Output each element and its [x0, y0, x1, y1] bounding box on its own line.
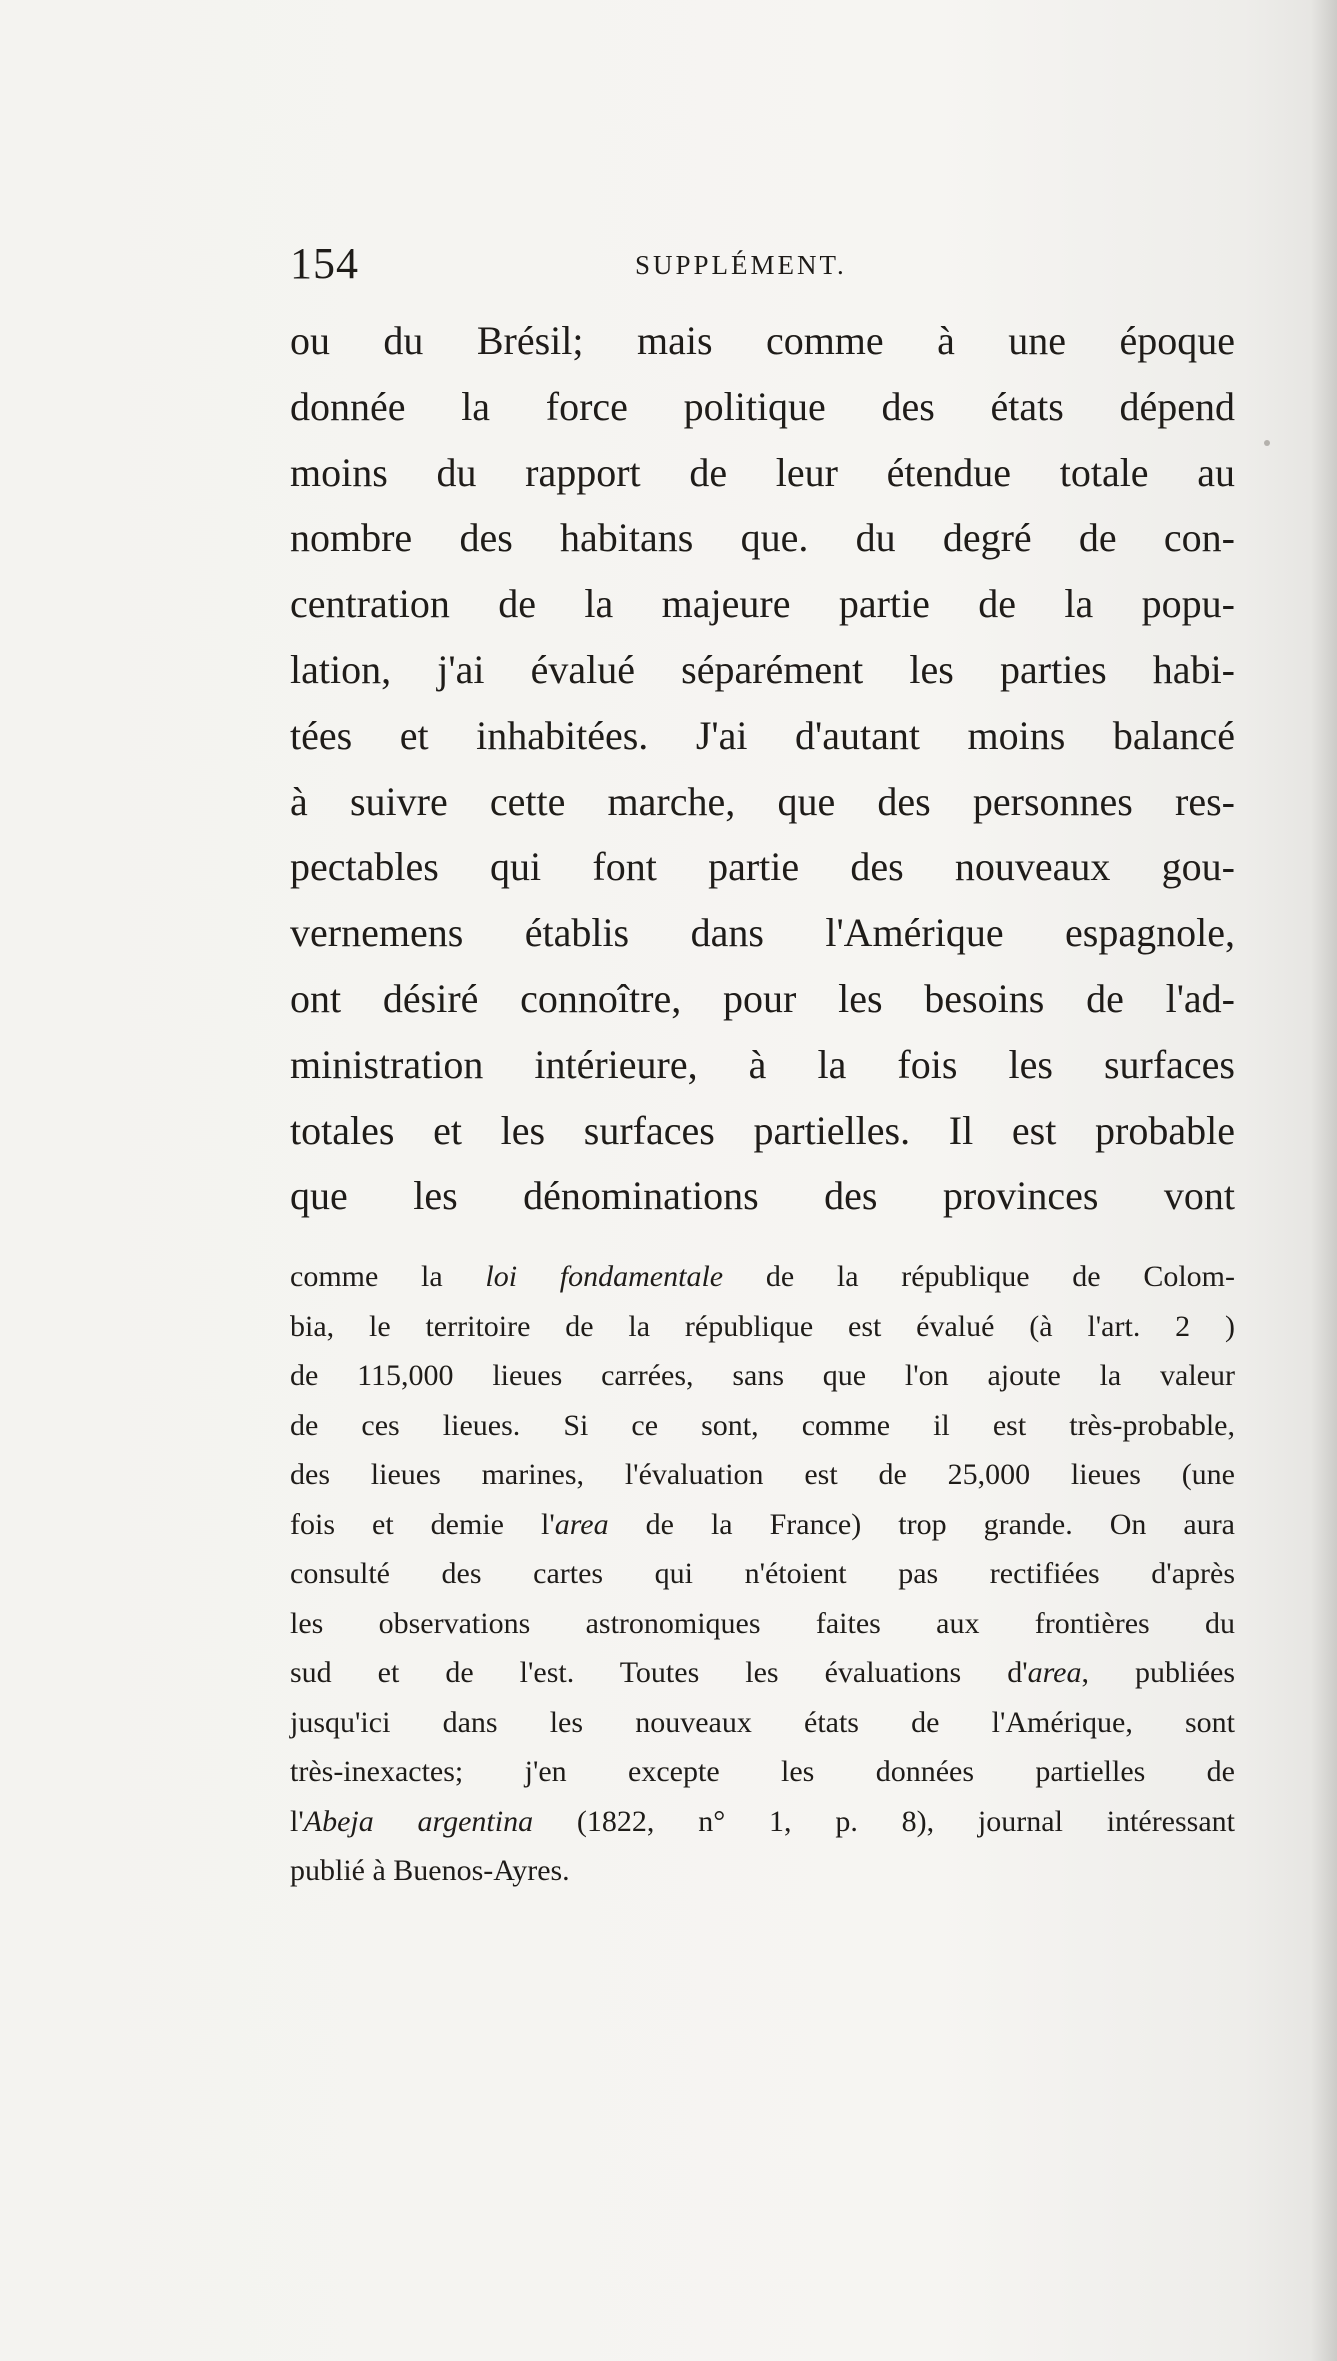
footnote-line: consulté des cartes qui n'étoient pas rectifiées d'après [290, 1557, 1235, 1590]
page-header [290, 238, 1235, 298]
footnote [290, 1252, 1235, 1896]
footnote-line [290, 1648, 1235, 1698]
footnote-line: jusqu'ici dans les nouveaux états de l'Amérique, sont [290, 1705, 1235, 1739]
text-line: donnée la force politique des états dépend [290, 383, 1235, 429]
footnote-line [290, 1500, 1235, 1550]
text-line: pectables qui font partie des nouveaux gou- [290, 844, 1235, 890]
text-line: totales et les surfaces partielles. Il est probable [290, 1107, 1235, 1153]
footnote-text: fois et demie l' [290, 1507, 555, 1541]
text-line: que les dénominations des provinces vont [290, 1173, 1235, 1219]
footnote-line: les observations astronomiques faites aux frontières du [290, 1606, 1235, 1640]
paper-speck [1264, 440, 1270, 446]
text-line: ou du Brésil; mais comme à une époque [290, 318, 1235, 363]
footnote-line [290, 1252, 1235, 1302]
text-line: ministration intérieure, à la fois les surfaces [290, 1041, 1235, 1087]
page-edge-shadow [1311, 0, 1337, 2361]
footnote-italic-text: loi fondamentale [485, 1260, 724, 1293]
footnote-line: des lieues marines, l'évaluation est de 25,000 lieues (une [290, 1458, 1235, 1491]
footnote-line: très-inexactes; j'en excepte les données partielles de [290, 1755, 1235, 1788]
text-line: à suivre cette marche, que des personnes res- [290, 778, 1235, 824]
footnote-text: (1822, n° 1, p. 8), journal intéressant [533, 1804, 1235, 1838]
footnote-line: de ces lieues. Si ce sont, comme il est très-probable, [290, 1408, 1235, 1442]
footnote-text: comme la [290, 1260, 486, 1293]
footnote-text: l' [290, 1804, 304, 1838]
page-number: 154 [290, 239, 359, 288]
footnote-text: de la république de Colom- [723, 1260, 1235, 1293]
text-line: tées et inhabitées. J'ai d'autant moins balancé [290, 712, 1235, 758]
footnote-italic-text: Abeja argentina [303, 1804, 534, 1838]
text-line: nombre des habitans que. du degré de con- [290, 515, 1235, 561]
footnote-line: de 115,000 lieues carrées, sans que l'on ajoute la valeur [290, 1359, 1235, 1392]
running-head: SUPPLÉMENT. [635, 250, 847, 280]
footnote-line: bia, le territoire de la république est évalué (à l'art. 2 ) [290, 1309, 1235, 1343]
footnote-italic-text: area [1027, 1656, 1082, 1689]
footnote-text: sud et de l'est. Toutes les évaluations d' [290, 1656, 1028, 1689]
text-line: lation, j'ai évalué séparément les parties habi- [290, 646, 1235, 692]
text-line: vernemens établis dans l'Amérique espagnole, [290, 910, 1235, 956]
footnote-text: , publiées [1081, 1656, 1235, 1689]
footnote-text: de la France) trop grande. On aura [608, 1507, 1236, 1541]
main-text [290, 308, 1235, 1229]
footnote-line [290, 1797, 1235, 1847]
footnote-italic-text: area [554, 1507, 609, 1541]
text-line: moins du rapport de leur étendue totale au [290, 449, 1235, 495]
text-line: ont désiré connoître, pour les besoins de l'ad- [290, 975, 1235, 1021]
text-line: centration de la majeure partie de la popu- [290, 581, 1235, 627]
footnote-line: publié à Buenos-Ayres. [290, 1854, 570, 1887]
